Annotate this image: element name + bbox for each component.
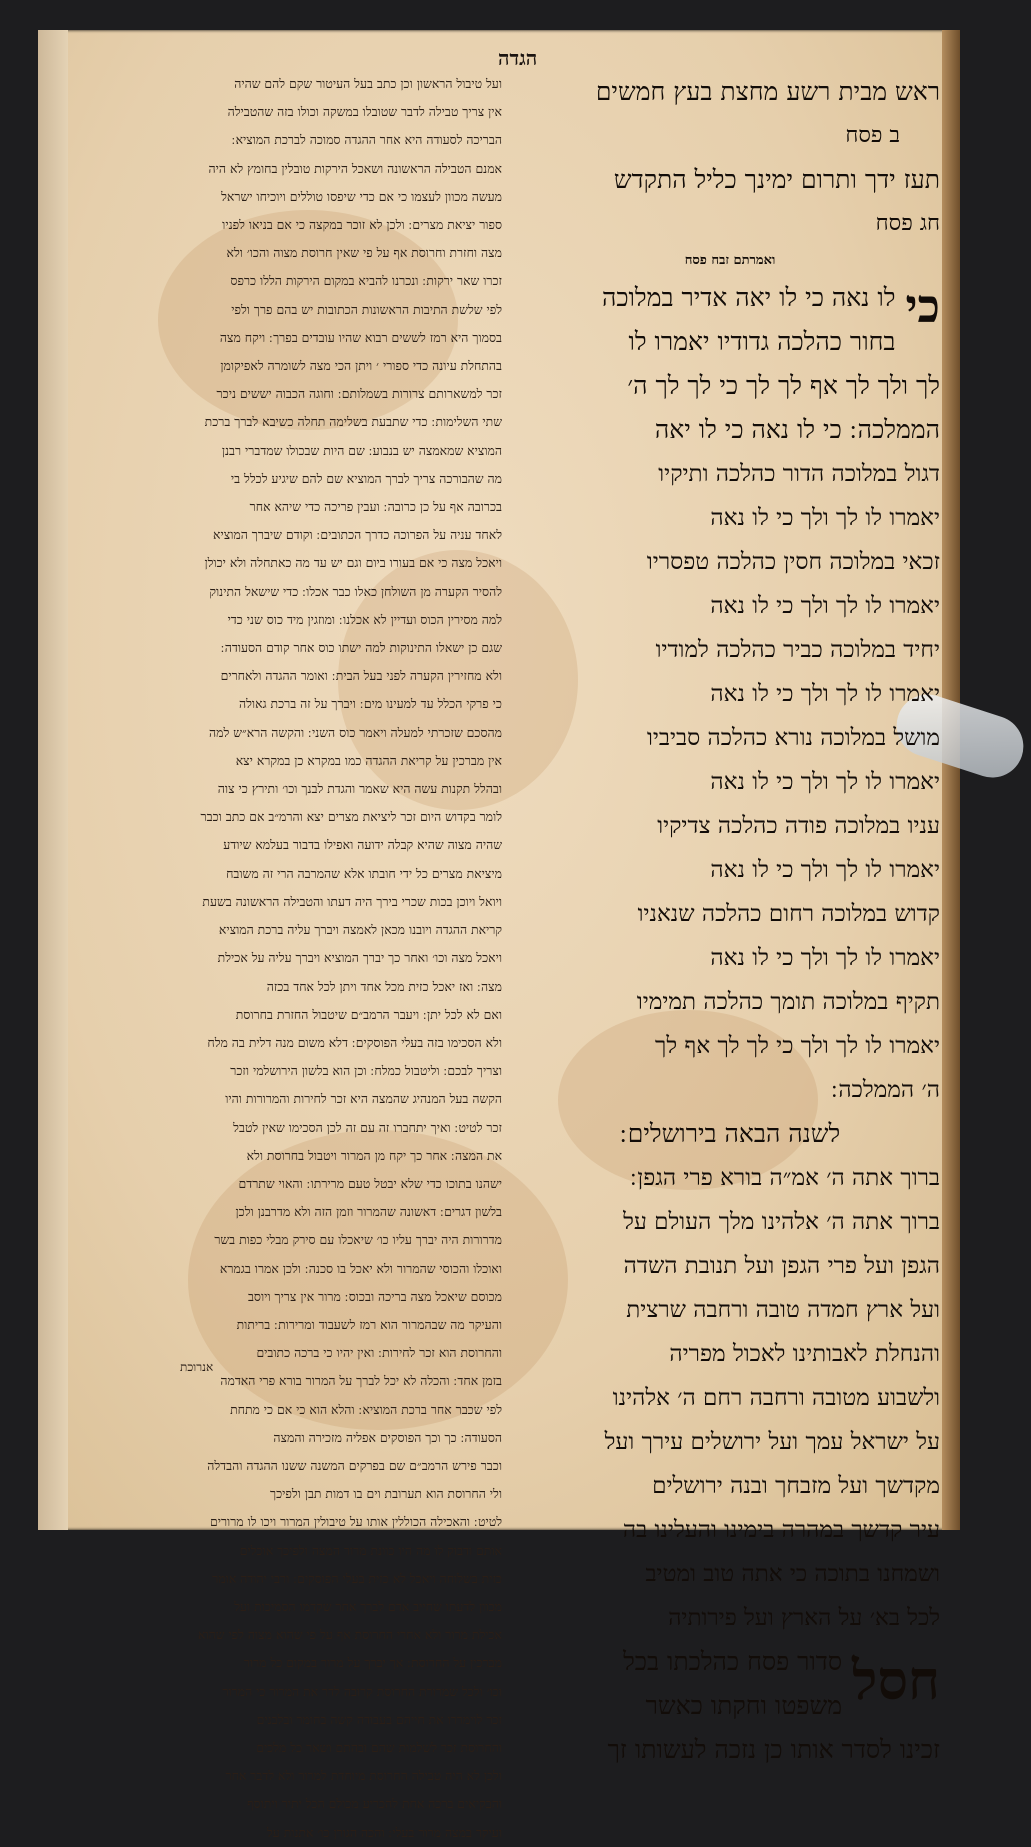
hymn-stanza-line: יאמרו לו לך ולך כי לו נאה: [710, 857, 940, 883]
commentary-line: ויאכל מצה וכו׳ ואחר כך יברך המוציא ויברך עליה על אכילת: [217, 950, 502, 966]
hymn-opening: [520, 276, 940, 452]
commentary-line: כזית בשלוחה ויאכל לא כזית בעלי הפוסקים ׃ ורבי יהודה אומר: [212, 1570, 502, 1586]
commentary-line: וכו׳ ולכל שמרורת החרוסת קרובה לדר את המרור כי המרור: [222, 1683, 502, 1699]
commentary-line: ויואל ויוכן בכות שכרי בירך היה דעתו והטבילה הראשונה בשעת: [202, 893, 502, 909]
blessing-line: והנחלת לאבותינו לאכול מפריה: [669, 1341, 940, 1367]
commentary-line: ולי החרוסת הוא תערובת וים בו דמות תבן ולפיכך: [270, 1486, 502, 1502]
commentary-line: אכילת מרור ולא אחרי החרוסת אף על פי שהוא מצוה לפי שהוא: [197, 1627, 502, 1643]
commentary-line: אין צריך טבילה לדבר שטובלו במשקה וכולו בזה שהטבילה: [227, 104, 502, 120]
commentary-line: מהסכם שזכרתי למעלה ויאמר כוס השני ׃ והקשה הרא״ש למה: [209, 724, 502, 740]
blessings-block: [520, 1156, 940, 1640]
commentary-line: שגם כן ישאלו התינוקות למה ישתו כוס אחר קודם הסעודה ׃: [220, 640, 502, 656]
commentary-line: זכר לוימררו את חייהם בעבודה קשה בחומר ובלבנים: [256, 1711, 502, 1727]
blessing-line: לכל בא׳ על הארץ ועל פירותיה: [668, 1605, 940, 1631]
commentary-line: לטיט ׃ והאכילה הכוללין אותו על טיבולין המרור ויכו לו מרורים: [209, 1514, 502, 1530]
hymn-stanza-line: תקיף במלוכה תומך כהלכה תמימיו: [636, 989, 940, 1015]
commentary-line: ואם לא לכל יתן ׃ ויעבר הרמב״ם שיטבול החזרת בחרוסת: [235, 1006, 502, 1022]
commentary-line: זכרו שאר ירקות ׃ ונכרנו להביא במקום הירקות הללו כרפס: [230, 273, 502, 289]
hymn-stanza-line: מושל במלוכה נורא כהלכה סביביו: [646, 725, 940, 751]
blessing-line: על ישראל עמך ועל ירושלים עירך ועל: [604, 1429, 940, 1455]
blessing-line: ולשבוע מטובה ורחבה רחם ה׳ אלהינו: [612, 1385, 940, 1411]
commentary-line: ולא הסכימו בזה בעלי הפוסקים ׃ דלא משום מנה דלית בה מלח: [207, 1034, 502, 1050]
commentary-line: הסעודה ׃ כך וכך הפוסקים אפליה מזכירה והמצה: [273, 1429, 502, 1445]
commentary-line: מה שהבורכה צריך לברך המוציא שם להם שיגיע לכלל בי: [230, 470, 502, 486]
commentary-line: לאחד עניה על הפרוכה כדרך הכתובים ׃ וקודם שיברך המוציא: [213, 527, 502, 543]
commentary-line: להסיר הקערה מן השולחן כאלו כבר אכלו ׃ כדי שישאל התינוק: [209, 583, 502, 599]
commentary-line: אמנם הטבילה הראשונה ושאכל הירקות טובלין בחומץ לא היה: [208, 160, 502, 176]
running-head: הגדה: [498, 46, 538, 70]
commentary-line: מכוון לדעתו שחייב אדם לברך אחר שקדמו הסמיכות ועל: [234, 1598, 502, 1614]
commentary-line: שהיה מצוה שהיא קבלה ידועה ואפילו בדבור בעלמא שיודע: [223, 837, 502, 853]
commentary-line: וצריך לבכם ׃ וליטבול כמלח ׃ וכן הוא בלשון הירושלמי וזכר: [230, 1063, 502, 1079]
commentary-line: וכבר פירש הרמב״ם שם בפרקים המשנה ששנו ההגדה והבדלה: [207, 1457, 502, 1473]
commentary-line: מעשה מכוון לעצמו כי אם כדי שיפסו טוללים ויוכיחו ישראל: [221, 188, 502, 204]
commentary-line: הקשה בעל המנהיג שהמצה היא זכר לחירות והמרורות והיו: [225, 1091, 502, 1107]
opening-line: ב פסח: [845, 123, 900, 148]
commentary-line: כי פרקי הכלל עד למעינו מים ׃ ויברך על זה ברכת גאולה: [238, 696, 502, 712]
commentary-column: [112, 70, 502, 1840]
commentary-line: מצה וחזרת וחרוסת אף על פי שאין חרוסת מצוה והכו׳ ולא: [226, 245, 502, 261]
commentary-line: ובהלל תקנות עשה היא שאמר והגדת לבנך וכו׳ ותירץ כי צוה: [217, 781, 502, 797]
hymn-stanza-line: יאמרו לו לך ולך כי לך לך אף לך: [655, 1033, 940, 1059]
catchword: אנרוכת: [180, 1360, 214, 1374]
opening-line: חג פסח: [875, 211, 940, 236]
page-edge: [942, 30, 960, 1530]
commentary-line: ואוכלו והכוסי שהמרור ולא יאכל בו סכנה ׃ ולכן אמרו בגמרא: [219, 1260, 502, 1276]
commentary-line: ויאכל מצה כי אם בעורו ביום וגם יש עד מה כאתחלה ולא יכולן: [204, 555, 502, 571]
commentary-line: ולא מחזירין הקערה לפני בעל הבית ׃ ואומר ההגדה ולאחרים: [220, 668, 502, 684]
chasal-block: [520, 1640, 940, 1772]
hymn-stanza-line: יאמרו לו לך ולך כי לו נאה: [710, 593, 940, 619]
commentary-line: בכרובה אף על כן כרובה ׃ ועבין פריכה כדי שיהא אחר: [249, 499, 502, 515]
blessing-line: עיר קדשך במהרה בימינו והעלינו בה: [622, 1517, 940, 1543]
hymn-line: לו נאה כי לו יאה אדיר במלוכה: [601, 283, 896, 312]
blessing-line: הגפן ועל פרי הגפן ועל תנובת השדה: [623, 1253, 940, 1279]
hymn-stanza-line: ה׳ הממלכה ׃: [831, 1077, 940, 1103]
commentary-line: מכוסם שיאכל מצה בריכה ובכוס ׃ מרור אין צריך ויוסב: [247, 1288, 502, 1304]
commentary-line: והחרוסת זכר לשלמות שהם ובהתם ושאר כל מלכים: [256, 1739, 502, 1755]
hymn-line: בחור כהלכה גדודיו יאמרו לו: [628, 327, 896, 356]
chasal-line: סדור פסח כהלכתו בכל: [623, 1647, 843, 1676]
commentary-line: למה מסירין הכוס ועדיין לא אכלנו ׃ ומוזגין מיד כוס שני כדי: [227, 611, 502, 627]
commentary-line: שתי השלימות ׃ כדי שתבעת בשלימה תחלה כשיבא לברך ברכת: [204, 414, 502, 430]
commentary-line: המוציא שמאמצה יש בנבוע ׃ שם היות שבכולו שמדברי רבנן: [221, 442, 502, 458]
commentary-line: והבקיאים ברכה אחת להכריע מכולם הכל יתיר ויתוסף: [247, 1796, 502, 1812]
blessing-line: ושמחנו בתוכה כי אתה טוב ומטיב: [645, 1561, 940, 1587]
commentary-line: ועל טיבול הראשון וכן כתב בעל העיטור שקם להם שהיה: [234, 76, 502, 91]
chasal-line: משפטו וחקתו כאשר: [645, 1691, 843, 1720]
next-year-line: לשנה הבאה בירושלים ׃: [619, 1119, 841, 1148]
hymn-stanza-line: יאמרו לו לך ולך כי לו נאה: [710, 505, 940, 531]
main-text-column: [520, 70, 940, 1772]
commentary-line: ספור יציאת מצרים ׃ ולכן לא זוכר במקצה כי אם בניאו לפניו: [222, 217, 502, 233]
opening-line: תעז ידך ותרום ימינך כליל התקדש: [613, 165, 940, 194]
blessing-line: מקדשך ועל מזבחך ובנה ירושלים: [652, 1473, 940, 1499]
hymn-stanza-line: יאמרו לו לך ולך כי לו נאה: [710, 945, 940, 971]
hymn-stanza-line: יחיד במלוכה כביר כהלכה למודיו: [655, 637, 940, 663]
initial-word: כי: [905, 279, 940, 333]
commentary-line: אין מברכין על קריאת ההגדה כמו במקרא כן במקרא יצא: [235, 752, 502, 768]
commentary-line: והחרוסת הוא זכר לחירות ׃ ואין יהיו כי ברכה כתובים: [256, 1345, 502, 1361]
commentary-line: הבריכה לסעודה היא אחר ההגדה סמוכה לברכת המוציא ׃: [231, 132, 502, 148]
hymn-stanza-line: עניו במלוכה פודה כהלכה צדיקיו: [657, 813, 940, 839]
binding-gutter: [38, 30, 68, 1530]
commentary-line: מיציאת מצרים כל ידי חובתו אלא שהמרבה הרי זה משובח: [226, 865, 502, 881]
commentary-line: אותם ודבוק לו מה היו כוונת מרור המצה ולפיכך אוכלים: [239, 1542, 502, 1558]
hymn-stanza-line: זכאי במלוכה חסין כהלכה טפסריו: [646, 549, 940, 575]
commentary-line: מצה ׃ ואז יאכל כזית מכל אחד ויתן לכל אחד בכזה: [266, 978, 502, 994]
commentary-line: מברכין על החרוסת ׃ אך יברך על מרור במקום כל מרור: [243, 1655, 502, 1671]
hymn-line: לך ולך לך אף לך לך כי לך לך ה׳: [627, 371, 940, 400]
commentary-line: קריאת ההגדה ויובנו מכאן לאמצה ויברך עליה ברכת המוציא: [218, 922, 502, 938]
commentary-line: לפי שלשת התיבות הראשונות הכתובות יש בהם פרך ולפי: [231, 301, 502, 317]
chasal-word: חסל: [852, 1648, 940, 1712]
opening-line: ראש מבית רשע מחצת בעץ חמשים: [595, 77, 940, 106]
commentary-line: והעיקר מה שבהמרור הוא רמז לשעבוד ומרירות ׃ בריתות: [236, 1316, 502, 1332]
commentary-line: ועיקר במצה מרור בעלי ׃ והכה הגורן כו׳ אתנות על: [266, 1824, 502, 1840]
hymn-stanza-line: יאמרו לו לך ולך כי לו נאה: [710, 769, 940, 795]
blessing-line: ברוך אתה ה׳ אמ״ה בורא פרי הגפן ׃: [630, 1165, 940, 1191]
blessing-line: ועל ארץ חמדה טובה ורחבה שרצית: [626, 1297, 940, 1323]
commentary-line: את המצה ׃ אחר כך יקח מן המרור ויטבול בחרוסת ולא: [246, 1147, 502, 1163]
rubric-heading: ואמרתם זבח פסח: [684, 253, 776, 268]
chasal-line: זכינו לסדר אותו כן נזכה לעשותו זך: [607, 1735, 940, 1764]
commentary-line: זכר לטיט ׃ ואיך יתחברו זה עם זה לכן הסכימו שאין לטבל: [233, 1119, 502, 1135]
hymn-stanza-line: קדוש במלוכה רחום כהלכה שנאניו: [637, 901, 940, 927]
commentary-line: לומר בקדוש היום זכר ליציאת מצרים יצא והרמ״ב אם כתב וכבר: [200, 809, 502, 825]
commentary-line: ישהנו בתוכו כדי שלא יבטל טעם מרירתו ׃ והאוי שתרדם: [238, 1175, 502, 1191]
hymn-stanza-line: דגול במלוכה הדור כהלכה ותיקיו: [658, 461, 940, 487]
commentary-line: זכר למשארותם צרורות בשמלותם ׃ וחוגה הכבוה יששים ניכר: [216, 386, 502, 402]
commentary-line: לפי שכבר אחר ברכת המוציא ׃ והלא הוא כי אם כי מתחת: [230, 1401, 502, 1417]
commentary-line: בהתחלת עיונה כדי ספורי ׳ ויתן הכי מצה לשומרה לאפיקומן: [220, 358, 502, 374]
commentary-line: בזמן אחד ׃ והכלה לא יכל לברך על המרור בורא פרי האדמה: [220, 1373, 502, 1389]
commentary-line: מדרורות היה יברך עליו כו׳ שיאכלו עם סירק מבלי כפות בשר: [214, 1232, 502, 1248]
commentary-line: ולכן לא היה טבילה החרוסת מיוחדת למרור ולא לדבר אחר: [225, 1768, 502, 1784]
hymn-stanzas: [520, 452, 940, 1112]
hymn-line: הממלכה ׃ כי לו נאה כי לו יאה: [654, 415, 940, 444]
commentary-line: בלשון דגרים ׃ דאשונה שהמרור וזמן הזה ולא מדרבנן ולכן: [235, 1204, 502, 1220]
hymn-stanza-line: יאמרו לו לך ולך כי לו נאה: [710, 681, 940, 707]
blessing-line: ברוך אתה ה׳ אלהינו מלך העולם על: [623, 1209, 940, 1235]
commentary-line: בסמוך היא רמז לששים רבוא שהיו עובדים בפרך ׃ ויקח מצה: [219, 329, 502, 345]
